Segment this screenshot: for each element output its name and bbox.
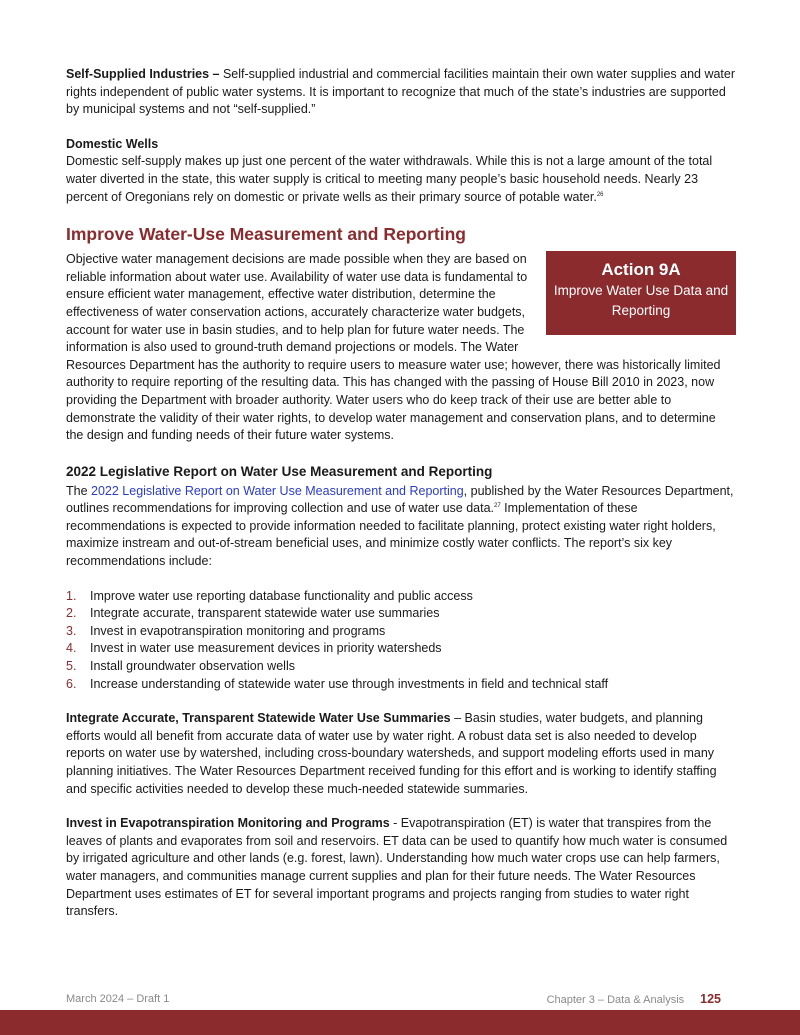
self-supplied-heading: Self-Supplied Industries – bbox=[66, 67, 220, 81]
integrate-section bbox=[66, 710, 736, 798]
list-item bbox=[66, 676, 736, 694]
evapo-paragraph bbox=[66, 815, 736, 921]
footnote-ref-27[interactable]: 27 bbox=[494, 503, 501, 510]
report-intro-paragraph: The 2022 Legislative Report on Water Use Measurement and Reporting, published by the Water Resources Department, outlines recommendations for improving collection and use of water use data.$^{27}$ Implementation of these recommendations is expected to provide information needed to facilitate planning, protect existing water right holders, maximize instream and out-of-stream beneficial uses, and minimize costly water conflicts. The report’s six key recommendations include: bbox=[66, 483, 734, 569]
integrate-paragraph bbox=[66, 710, 736, 798]
list-item bbox=[66, 640, 736, 658]
integrate-heading: Integrate Accurate, Transparent Statewide Water Use Summaries bbox=[66, 711, 451, 726]
list-item-text: Invest in water use measurement devices in priority watersheds bbox=[90, 641, 442, 656]
list-item-number: 3. bbox=[66, 623, 77, 638]
footer-chapter bbox=[547, 991, 721, 1010]
evapo-heading: Invest in Evapotranspiration Monitoring and Programs bbox=[66, 816, 390, 831]
recommendations-list bbox=[66, 588, 736, 694]
footer-date: March 2024 – Draft 1 bbox=[66, 993, 170, 1005]
list-item-number: 6. bbox=[66, 676, 77, 691]
list-item bbox=[66, 623, 736, 641]
list-item bbox=[66, 588, 736, 606]
self-supplied-section bbox=[66, 66, 736, 119]
page-number: 125 bbox=[700, 992, 721, 1006]
domestic-wells-heading: Domestic Wells bbox=[66, 136, 159, 151]
self-supplied-paragraph bbox=[66, 66, 736, 119]
list-item-text: Invest in evapotranspiration monitoring and programs bbox=[90, 623, 386, 638]
report-section-title: 2022 Legislative Report on Water Use Measurement and Reporting bbox=[66, 463, 493, 479]
footer-chapter-label: Chapter 3 – Data & Analysis bbox=[546, 994, 685, 1006]
action-box-title: Action 9A bbox=[601, 260, 681, 280]
evapo-text: - Evapotranspiration (ET) is water that transpires from the leaves of plants and evaporates from soil and reservoirs. ET data can be used to quantify how much water is consumed by irrigated agriculture and other lands (e.g. forest, lawn). Understanding how much water crops use can help farmers, water managers, and communities manage current supplies and plan for their future needs. The Water Resources Department uses estimates of ET for several important programs and projects ranging from studies to water right transfers. bbox=[66, 816, 728, 919]
list-item bbox=[66, 605, 736, 623]
evapo-section bbox=[66, 815, 736, 921]
list-item-text: Increase understanding of statewide water use through investments in field and technical staff bbox=[90, 676, 609, 691]
list-item bbox=[66, 658, 736, 676]
integrate-text: – Basin studies, water budgets, and planning efforts would all benefit from accurate data of water use by water right. A robust data set is also needed to develop reports on water use by watershed, including cross-boundary watersheds, and support modeling efforts used in many planning initiatives. The Water Resources Department received funding for this effort and is working to identify staffing and specific activities needed to develop these much-needed statewide summaries. bbox=[66, 711, 717, 796]
list-item-number: 2. bbox=[66, 606, 77, 621]
list-item-number: 1. bbox=[66, 588, 77, 603]
domestic-wells-paragraph bbox=[66, 153, 736, 206]
action-box-subtitle: Improve Water Use Data and Reporting bbox=[553, 283, 729, 319]
list-item-text: Improve water use reporting database functionality and public access bbox=[90, 588, 473, 603]
page-content bbox=[66, 66, 736, 921]
footnote-ref-26[interactable]: 26 bbox=[596, 191, 604, 198]
list-item-text: Install groundwater observation wells bbox=[90, 659, 295, 674]
domestic-wells-section bbox=[66, 136, 736, 206]
improve-section-title: Improve Water-Use Measurement and Reporting bbox=[66, 224, 466, 245]
list-item-number: 5. bbox=[66, 659, 77, 674]
action-9a-box bbox=[546, 251, 736, 335]
list-item-text: Integrate accurate, transparent statewide water use summaries bbox=[90, 606, 440, 621]
domestic-wells-text: Domestic self-supply makes up just one percent of the water withdrawals. While this is not a large amount of the total water diverted in the state, this water supply is critical to meeting many people’s basic household needs. Nearly 23 percent of Oregonians rely on domestic or private wells as their primary source of potable water. bbox=[66, 154, 713, 204]
list-item-number: 4. bbox=[66, 641, 77, 656]
improve-section-paragraph: Objective water management decisions are made possible when they are based on reliable information about water use. Availability of water use data is fundamental to ensure efficient water management, effective water distribution, determine the effectiveness of water conservation actions, accurately characterize water budgets, account for water use in basin studies, and to help plan for future water needs. The information is also used to ground-truth demand projections or models. The Water Resources Department has the authority to require users to measure water use; however, there was historically limited authority to require reporting of the resulting data. This has changed with the passing of House Bill 2010 in 2023, now providing the Department with broader authority. Water users who do keep track of their use are better able to demonstrate the validity of their water rights, to develop water management and conservation plans, and to determine the design and funding needs of their future water systems. bbox=[66, 252, 721, 443]
footer-bar bbox=[0, 1010, 800, 1035]
legislative-report-link[interactable]: 2022 Legislative Report on Water Use Measurement and Reporting bbox=[91, 483, 464, 498]
self-supplied-text: Self-supplied industrial and commercial facilities maintain their own water supplies and water rights independent of public water systems. It is important to recognize that much of the state’s industries are supported by municipal systems and not “self-supplied.” bbox=[66, 67, 736, 117]
